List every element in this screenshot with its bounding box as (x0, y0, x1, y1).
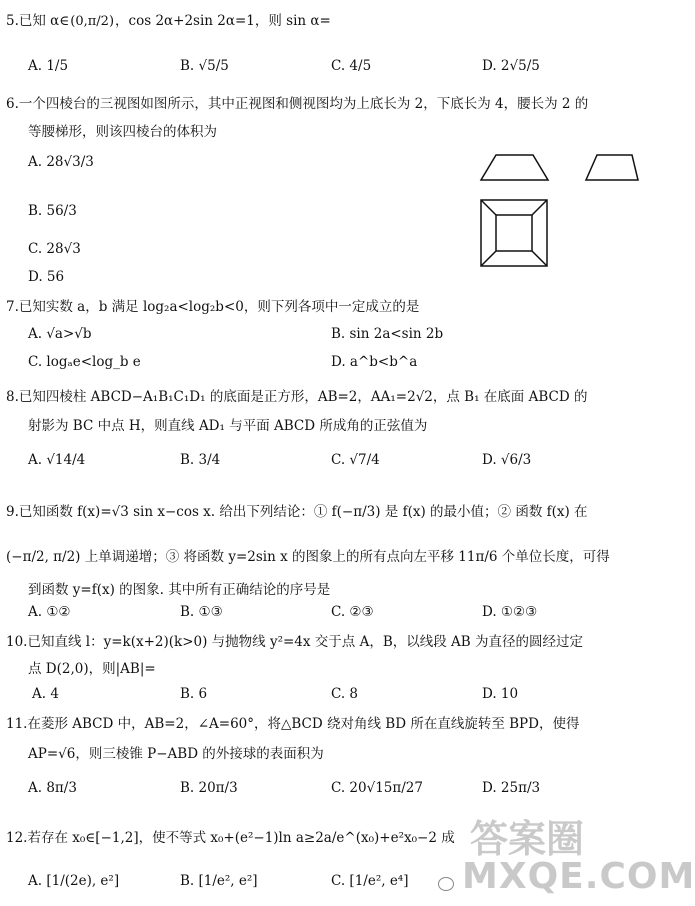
q9-line1: 9.已知函数 f(x)=√3 sin x−cos x. 给出下列结论：① f(−π/3) 是 f(x) 的最小值；② 函数 f(x) 在 (6, 504, 588, 520)
q5-option-d: D. 2√5/5 (482, 58, 540, 74)
q11-option-c: C. 20√15π/27 (331, 780, 423, 796)
q7-option-d: D. a^b<b^a (331, 354, 418, 370)
q10-option-d: D. 10 (482, 686, 519, 702)
q11-line1: 11.在菱形 ABCD 中，AB=2，∠A=60°，将△BCD 绕对角线 BD 所在直线旋转至 BPD，使得 (6, 716, 580, 732)
q6-option-b: B. 56/3 (28, 203, 77, 219)
q9-option-a: A. ①② (28, 604, 71, 620)
q5-option-c: C. 4/5 (331, 58, 372, 74)
watermark-logo: 答案圈 (470, 817, 585, 861)
q12-stem: 12.若存在 x₀∈[−1,2]，使不等式 x₀+(e²−1)ln a≥2a/e^(x₀)+e²x₀−2 成 (6, 830, 455, 846)
q7-stem: 7.已知实数 a，b 满足 log₂a<log₂b<0，则下列各项中一定成立的是 (6, 299, 420, 315)
q6-option-a: A. 28√3/3 (28, 154, 94, 170)
q10-line2: 点 D(2,0)，则|AB|= (28, 661, 156, 677)
watermark-site: MXQE.COM (462, 856, 695, 897)
front-view-trapezoid (481, 155, 548, 180)
q7-option-a: A. √a>√b (28, 326, 92, 342)
side-view-trapezoid (586, 155, 638, 180)
q5-option-b: B. √5/5 (180, 58, 229, 74)
q6-line2: 等腰梯形，则该四棱台的体积为 (28, 124, 217, 140)
q12-option-c: C. [1/e², e⁴] (331, 873, 409, 889)
three-view-figure (476, 150, 642, 285)
q10-option-c: C. 8 (331, 686, 359, 702)
q6-option-d: D. 56 (28, 269, 65, 285)
q7-option-c: C. logₐe<log_b e (28, 354, 141, 370)
q8-line2: 射影为 BC 中点 H，则直线 AD₁ 与平面 ABCD 所成角的正弦值为 (28, 418, 428, 434)
q6-option-c: C. 28√3 (28, 241, 81, 257)
q8-option-d: D. √6/3 (482, 452, 532, 468)
q9-option-c: C. ②③ (331, 604, 374, 620)
wechat-icon (438, 877, 454, 891)
top-view (481, 200, 547, 266)
q8-option-c: C. √7/4 (331, 452, 380, 468)
q12-option-a: A. [1/(2e), e²] (28, 873, 120, 889)
q6-line1: 6.一个四棱台的三视图如图所示，其中正视图和侧视图均为上底长为 2，下底长为 4，腰长为 2 的 (6, 96, 589, 112)
q11-option-a: A. 8π/3 (28, 780, 77, 796)
q12-option-b: B. [1/e², e²] (180, 873, 258, 889)
q10-option-b: B. 6 (180, 686, 208, 702)
q8-option-a: A. √14/4 (28, 452, 86, 468)
q10-line1: 10.已知直线 l：y=k(x+2)(k>0) 与抛物线 y²=4x 交于点 A，B，以线段 AB 为直径的圆经过定 (6, 634, 583, 650)
q11-option-b: B. 20π/3 (180, 780, 238, 796)
q10-option-a: A. 4 (32, 686, 59, 702)
q5-option-a: A. 1/5 (28, 58, 69, 74)
q9-option-b: B. ①③ (180, 604, 223, 620)
q11-option-d: D. 25π/3 (482, 780, 541, 796)
q9-line3: 到函数 y=f(x) 的图象. 其中所有正确结论的序号是 (28, 582, 331, 598)
q5-interval: (0,π/2) (70, 13, 115, 29)
q9-option-d: D. ①②③ (482, 604, 538, 620)
q8-line1: 8.已知四棱柱 ABCD−A₁B₁C₁D₁ 的底面是正方形，AB=2，AA₁=2√2，点 B₁ 在底面 ABCD 的 (6, 389, 588, 405)
q9-line2: (−π/2, π/2) 上单调递增；③ 将函数 y=2sin x 的图象上的所有点向左平移 11π/6 个单位长度，可得 (6, 549, 610, 565)
q5-stem: 5.已知 α∈ (0,π/2) ，cos 2α+2sin 2α=1，则 sin α= (6, 13, 331, 29)
q11-line2: AP=√6，则三棱锥 P−ABD 的外接球的表面积为 (28, 746, 324, 762)
q8-option-b: B. 3/4 (180, 452, 221, 468)
q7-option-b: B. sin 2a<sin 2b (331, 326, 444, 342)
